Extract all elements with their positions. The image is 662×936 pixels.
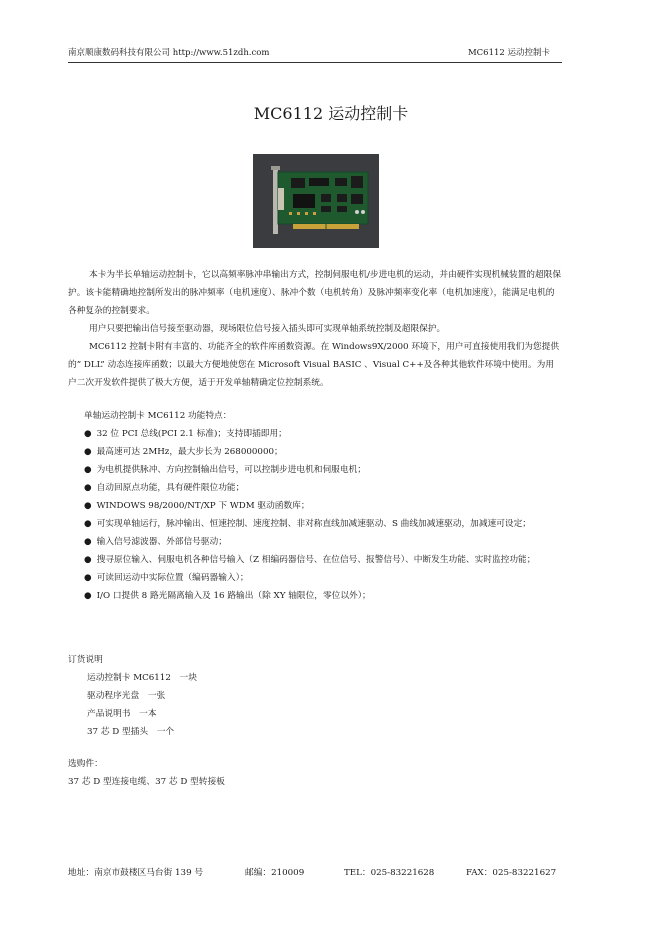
bullet-icon: ● — [84, 447, 92, 457]
footer-postcode: 邮编：210009 — [245, 868, 305, 878]
intro-paragraph: 用户只要把输出信号接至驱动器，现场限位信号接入插头即可实现单轴系统控制及超限保护。 — [89, 324, 446, 334]
features-title: 单轴运动控制卡 MC6112 功能特点： — [84, 411, 232, 421]
bullet-icon: ● — [84, 501, 92, 511]
feature-text: WINDOWS 98/2000/NT/XP 下 WDM 驱动函数库； — [96, 501, 310, 511]
feature-item — [68, 425, 562, 443]
footer-tel: TEL：025-83221628 — [344, 868, 435, 878]
feature-item — [68, 497, 562, 515]
feature-item — [68, 569, 562, 587]
intro-paragraph: MC6112 控制卡附有丰富的、功能齐全的软件库函数资源。在 Windows9X/2000 环境下，用户可直接使用我们为您提供的” DLL” 动态连接库函数；以最大方便地使您在 Microsoft Visual BASIC 、Visual C++及各种其他软件环境中使用。为用户二次开发软件提供了极大方便，适于开发单轴精确定位控制系统。 — [68, 342, 560, 388]
feature-item — [68, 461, 562, 479]
bullet-icon: ● — [84, 465, 92, 475]
feature-item — [68, 479, 562, 497]
feature-item — [68, 551, 562, 569]
feature-item — [68, 515, 562, 533]
feature-item — [68, 533, 562, 551]
feature-text: 可读回运动中实际位置（编码器输入）； — [96, 573, 249, 583]
feature-text: 为电机提供脉冲、方向控制输出信号，可以控制步进电机和伺服电机； — [96, 465, 366, 475]
order-item: 产品说明书 一本 — [87, 709, 157, 719]
order-item: 37 芯 D 型插头 一个 — [87, 727, 175, 737]
document-title: MC6112 运动控制卡 — [253, 104, 409, 123]
feature-item — [68, 587, 562, 605]
feature-text: 可实现单轴运行，脉冲输出、恒速控制、速度控制、非对称直线加减速驱动、S 曲线加减速驱动，加减速可设定； — [96, 519, 531, 529]
bullet-icon: ● — [84, 483, 92, 493]
bullet-icon: ● — [84, 573, 92, 583]
order-item: 运动控制卡 MC6112 一块 — [87, 673, 197, 683]
header-url[interactable]: http://www.51zdh.com — [172, 48, 270, 58]
bullet-icon: ● — [84, 537, 92, 547]
page-header — [68, 47, 562, 63]
order-section — [68, 651, 562, 741]
optional-title: 选购件： — [68, 759, 103, 769]
header-left — [68, 47, 269, 59]
order-item: 驱动程序光盘 一张 — [87, 691, 166, 701]
bullet-icon: ● — [84, 519, 92, 529]
feature-item — [68, 443, 562, 461]
product-photo — [253, 154, 379, 248]
feature-text: 搜寻原位输入、伺服电机各种信号输入（Z 相编码器信号、在位信号、报警信号）、中断发生功能、实时监控功能； — [96, 555, 536, 565]
footer-fax: FAX：025-83221627 — [466, 868, 557, 878]
bullet-icon: ● — [84, 591, 92, 601]
intro-paragraph: 本卡为半长单轴运动控制卡，它以高频率脉冲串输出方式，控制伺服电机/步进电机的运动，并由硬件实现机械装置的超限保护。该卡能精确地控制所发出的脉冲频率（电机速度）、脉冲个数（电机转角）及脉冲频率变化率（电机加速度），能满足电机的各种复杂的控制要求。 — [68, 270, 562, 316]
feature-text: 最高速可达 2MHz，最大步长为 268000000； — [96, 447, 283, 457]
order-title: 订货说明 — [68, 655, 103, 665]
optional-text: 37 芯 D 型连接电缆、37 芯 D 型转接板 — [68, 777, 225, 787]
feature-text: 自动回原点功能，具有硬件限位功能； — [96, 483, 245, 493]
feature-text: I/O 口提供 8 路光隔离输入及 16 路输出（除 XY 轴限位，零位以外）； — [96, 591, 371, 601]
bullet-icon: ● — [84, 555, 92, 565]
features-section — [68, 407, 562, 605]
footer-address: 地址：南京市鼓楼区马台街 139 号 — [68, 868, 204, 878]
feature-text: 32 位 PCI 总线(PCI 2.1 标准)；支持即插即用； — [96, 429, 287, 439]
header-product: MC6112 运动控制卡 — [467, 48, 550, 58]
feature-text: 输入信号滤波器、外部信号驱动； — [96, 537, 227, 547]
pci-card-illustration — [253, 154, 379, 248]
intro-section — [68, 266, 562, 392]
header-company: 南京顺康数码科技有限公司 — [68, 48, 171, 58]
optional-section — [68, 755, 562, 791]
bullet-icon: ● — [84, 429, 92, 439]
